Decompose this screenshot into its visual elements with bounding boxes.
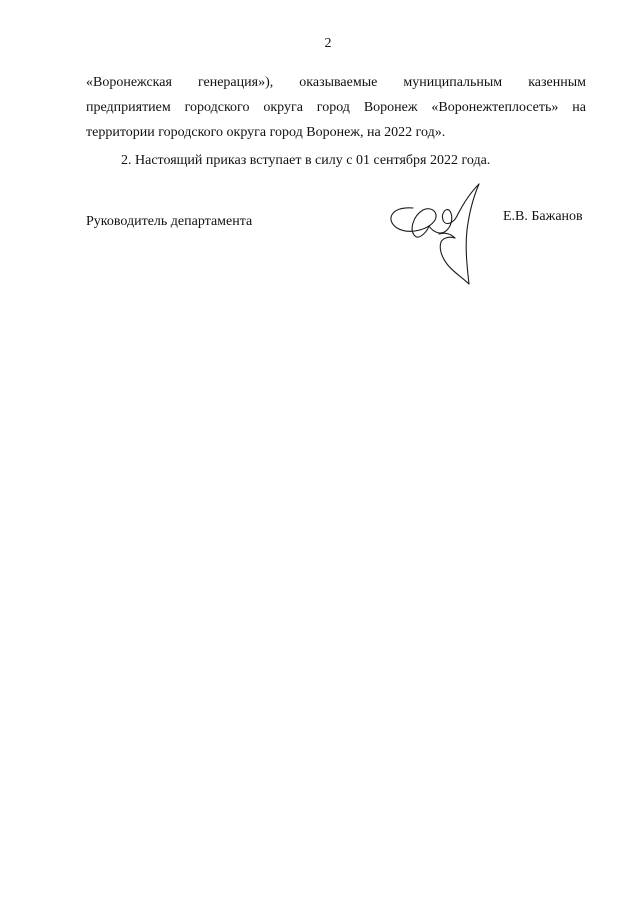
- paragraph-2: 2. Настоящий приказ вступает в силу с 01 сентября 2022 года.: [121, 153, 491, 168]
- paragraph-1: [86, 70, 586, 145]
- signer-position-title: Руководитель департамента: [86, 214, 253, 229]
- page-number: 2: [324, 36, 332, 51]
- signer-name: Е.В. Бажанов: [503, 209, 583, 224]
- paragraph-1-line-2: предприятием городского округа город Воронеж «Воронежтеплосеть» на: [86, 100, 586, 115]
- handwritten-signature: [383, 180, 493, 292]
- paragraph-1-line-3: территории городского округа город Воронеж, на 2022 год».: [86, 125, 446, 140]
- paragraph-1-line-1: «Воронежская генерация»), оказываемые муниципальным казенным: [86, 75, 586, 90]
